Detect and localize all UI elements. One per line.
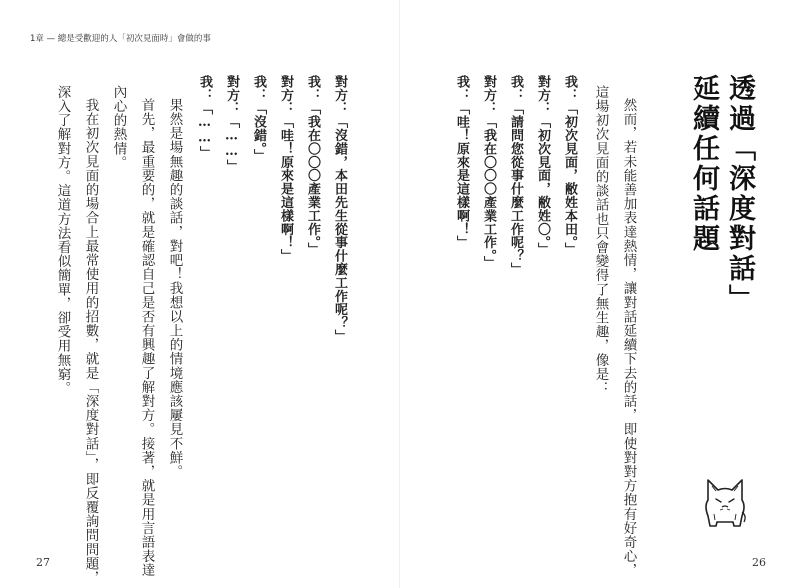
dialog-line: 我：「初次見面，敝姓本田。」 (562, 75, 577, 257)
intro-line-2: 這場初次見面的談話也只會變得了無生趣，像是： (592, 85, 609, 396)
cat-mascot-icon (702, 476, 748, 532)
page-number-left: 27 (36, 556, 50, 569)
dialog-line: 對方：「初次見面，敝姓〇。」 (535, 75, 550, 257)
dialog-line: 我：「我在〇〇〇產業工作。」 (305, 75, 320, 257)
dialog-line: 對方：「沒錯，本田先生從事什麼工作呢？」 (332, 75, 347, 343)
body-line: 首先，最重要的，就是確認自己是否有興趣了解對方。接著，就是用言語表達 (138, 98, 155, 578)
section-title-line-1: 透過「深度對話」 (724, 74, 755, 314)
dialog-line: 對方：「哇！原來是這樣啊！」 (278, 75, 293, 263)
body-line: 果然是場無趣的談話，對吧！我想以上的情境應該屢見不鮮。 (166, 98, 183, 479)
dialog-line: 對方：「我在〇〇〇產業工作。」 (481, 75, 496, 270)
page-number-right: 26 (752, 556, 766, 569)
dialog-line: 我：「哇！原來是這樣啊！」 (454, 75, 469, 250)
dialog-line: 我：「請問您從事什麼工作呢？」 (508, 75, 523, 276)
running-head: 1章 — 總是受歡迎的人「初次見面時」會做的事 (30, 34, 211, 44)
page-gutter (399, 0, 400, 588)
dialog-line: 我：「……」 (197, 75, 212, 160)
body-line: 我在初次見面的場合上最常使用的招數，就是「深度對話」，即反覆詢問問題， (82, 98, 99, 585)
dialog-line: 對方：「……」 (224, 75, 239, 173)
dialog-line: 我：「沒錯。」 (251, 75, 266, 163)
intro-line-1: 然而，若未能善加表達熱情，讓對話延續下去的話，即使對對方抱有好奇心， (620, 98, 637, 578)
body-line: 內心的熱情。 (110, 85, 127, 170)
body-line: 深入了解對方。這道方法看似簡單，卻受用無窮。 (54, 85, 71, 396)
section-title-line-2: 延續任何話題 (688, 74, 719, 254)
